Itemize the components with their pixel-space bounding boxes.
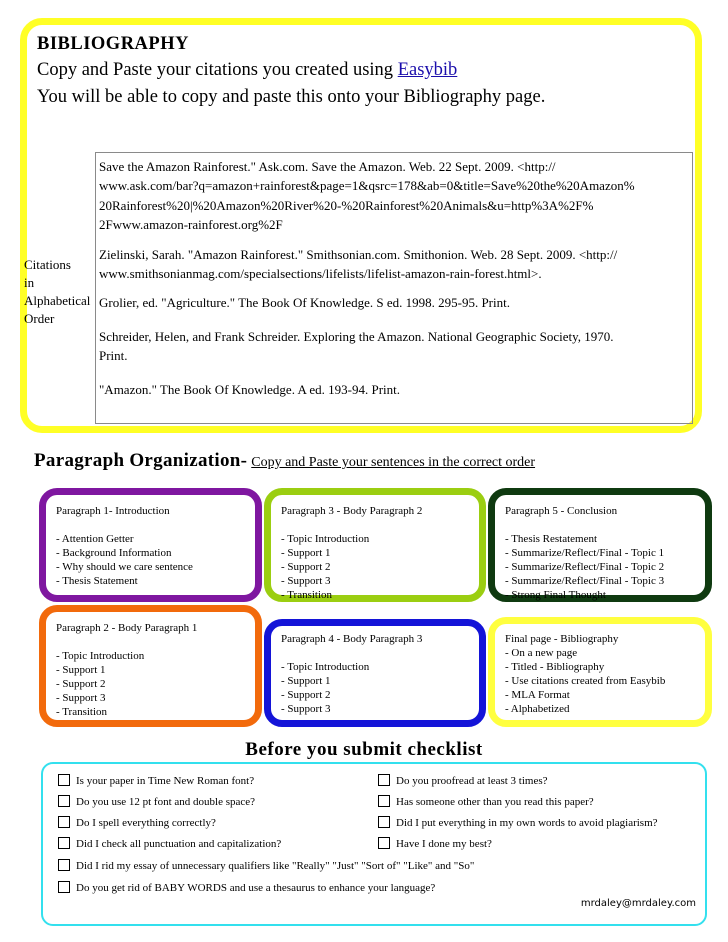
list-item: - Support 3 xyxy=(281,575,331,587)
list-item: - Transition xyxy=(56,706,108,718)
checklist-item-label: Did I rid my essay of unnecessary qualifiers like "Really" "Just" "Sort of" "Like" and "So" xyxy=(76,860,475,872)
list-item: - Transition xyxy=(281,589,333,601)
paragraph-5-content xyxy=(505,504,664,602)
checkbox[interactable] xyxy=(58,816,70,828)
list-item: - Support 1 xyxy=(281,675,331,687)
list-item: - Background Information xyxy=(56,547,172,559)
paragraph-organization-heading xyxy=(34,450,535,472)
checklist-item[interactable] xyxy=(378,837,492,851)
checklist-item-label: Have I done my best? xyxy=(396,838,492,850)
checklist-item-label: Do I spell everything correctly? xyxy=(76,817,216,829)
checklist-item-label: Is your paper in Time New Roman font? xyxy=(76,775,255,787)
citation-item: Schreider, Helen, and Frank Schreider. Exploring the Amazon. National Geographic Society, 1970. Print. xyxy=(99,329,614,364)
list-item: - Thesis Statement xyxy=(56,575,138,587)
checkbox[interactable] xyxy=(378,837,390,849)
checkbox[interactable] xyxy=(58,859,70,871)
list-item: - Summarize/Reflect/Final - Topic 3 xyxy=(505,575,665,587)
list-item: - MLA Format xyxy=(505,689,570,701)
checklist-item-label: Did I put everything in my own words to avoid plagiarism? xyxy=(396,817,658,829)
checklist-item-label: Has someone other than you read this paper? xyxy=(396,796,594,808)
checklist-item-label: Do you use 12 pt font and double space? xyxy=(76,796,256,808)
list-item: - Support 1 xyxy=(281,547,331,559)
citation-item: Save the Amazon Rainforest." Ask.com. Save the Amazon. Web. 22 Sept. 2009. <http:// www.ask.com/bar?q=amazon+rainforest&page=1&qsrc=178&ab=0&title=Save%20the%20Amazon% 20Rainforest%20|%20Amazon%20River%20-%20Rainforest%20Animals&u=http%3A%2F% 2Fwww.amazon-rainforest.org%2F xyxy=(99,159,635,232)
citation-item: Zielinski, Sarah. "Amazon Rainforest." Smithsonian.com. Smithonion. Web. 28 Sept. 2009. <http:// www.smithsonianmag.com/specialsections/lifelists/lifelist-amazon-rain-forest.html>. xyxy=(99,247,618,282)
paragraph-3-content xyxy=(281,504,422,602)
checklist-item[interactable] xyxy=(58,859,474,873)
paragraph-organization-subtitle: Copy and Paste your sentences in the correct order xyxy=(251,455,536,470)
checklist-item[interactable] xyxy=(58,816,216,830)
list-item: - Support 3 xyxy=(281,703,331,715)
list-item: - Strong Final Thought xyxy=(505,589,606,601)
final-page-heading: Final page - Bibliography xyxy=(505,633,619,645)
citations-side-label: Citations in Alphabetical Order xyxy=(24,257,91,326)
author-credit: mrdaley@mrdaley.com xyxy=(580,898,696,909)
instruction-text: Copy and Paste your citations you created using xyxy=(37,60,398,80)
checkbox[interactable] xyxy=(58,881,70,893)
bibliography-note: You will be able to copy and paste this onto your Bibliography page. xyxy=(37,87,546,107)
checkbox[interactable] xyxy=(58,837,70,849)
final-page-content xyxy=(505,632,665,716)
list-item: - Alphabetized xyxy=(505,703,570,715)
list-item: - Titled - Bibliography xyxy=(505,661,605,673)
paragraph-2-content xyxy=(56,621,197,719)
checklist-title: Before you submit checklist xyxy=(245,739,483,760)
checkbox[interactable] xyxy=(378,795,390,807)
list-item: - Topic Introduction xyxy=(281,533,370,545)
list-item: - Summarize/Reflect/Final - Topic 1 xyxy=(505,547,665,559)
checklist-item[interactable] xyxy=(58,795,255,809)
list-item: - On a new page xyxy=(505,647,578,659)
paragraph-organization-title: Paragraph Organization- xyxy=(34,450,248,471)
paragraph-1-heading: Paragraph 1- Introduction xyxy=(56,505,170,517)
checklist-item-label: Did I check all punctuation and capitalization? xyxy=(76,838,282,850)
paragraph-2-heading: Paragraph 2 - Body Paragraph 1 xyxy=(56,622,198,634)
checklist-item[interactable] xyxy=(378,795,594,809)
list-item: - Summarize/Reflect/Final - Topic 2 xyxy=(505,561,665,573)
citation-item: "Amazon." The Book Of Knowledge. A ed. 193-94. Print. xyxy=(99,382,401,397)
paragraph-3-heading: Paragraph 3 - Body Paragraph 2 xyxy=(281,505,423,517)
list-item: - Why should we care sentence xyxy=(56,561,193,573)
checklist-item[interactable] xyxy=(58,837,281,851)
checkbox[interactable] xyxy=(58,774,70,786)
list-item: - Support 1 xyxy=(56,664,106,676)
list-item: - Support 2 xyxy=(281,689,331,701)
list-item: - Topic Introduction xyxy=(281,661,370,673)
list-item: - Attention Getter xyxy=(56,533,134,545)
paragraph-1-content xyxy=(56,504,193,588)
list-item: - Support 2 xyxy=(281,561,331,573)
checklist-item-label: Do you proofread at least 3 times? xyxy=(396,775,548,787)
list-item: - Thesis Restatement xyxy=(505,533,598,545)
checklist-item[interactable] xyxy=(378,816,658,830)
bibliography-title: BIBLIOGRAPHY xyxy=(37,34,189,54)
checklist-item[interactable] xyxy=(378,774,548,788)
checklist-item[interactable] xyxy=(58,881,435,895)
list-item: - Support 2 xyxy=(56,678,106,690)
paragraph-4-heading: Paragraph 4 - Body Paragraph 3 xyxy=(281,633,423,645)
checkbox[interactable] xyxy=(378,816,390,828)
list-item: - Use citations created from Easybib xyxy=(505,675,666,687)
bibliography-instruction xyxy=(37,58,457,82)
checkbox[interactable] xyxy=(58,795,70,807)
paragraph-4-content xyxy=(281,632,422,716)
easybib-link[interactable]: Easybib xyxy=(397,60,458,80)
list-item: - Support 3 xyxy=(56,692,106,704)
citation-item: Grolier, ed. "Agriculture." The Book Of Knowledge. S ed. 1998. 295-95. Print. xyxy=(99,295,510,310)
list-item: - Topic Introduction xyxy=(56,650,145,662)
checkbox[interactable] xyxy=(378,774,390,786)
checklist-item-label: Do you get rid of BABY WORDS and use a thesaurus to enhance your language? xyxy=(76,882,436,894)
checklist-item[interactable] xyxy=(58,774,254,788)
paragraph-5-heading: Paragraph 5 - Conclusion xyxy=(505,505,618,517)
